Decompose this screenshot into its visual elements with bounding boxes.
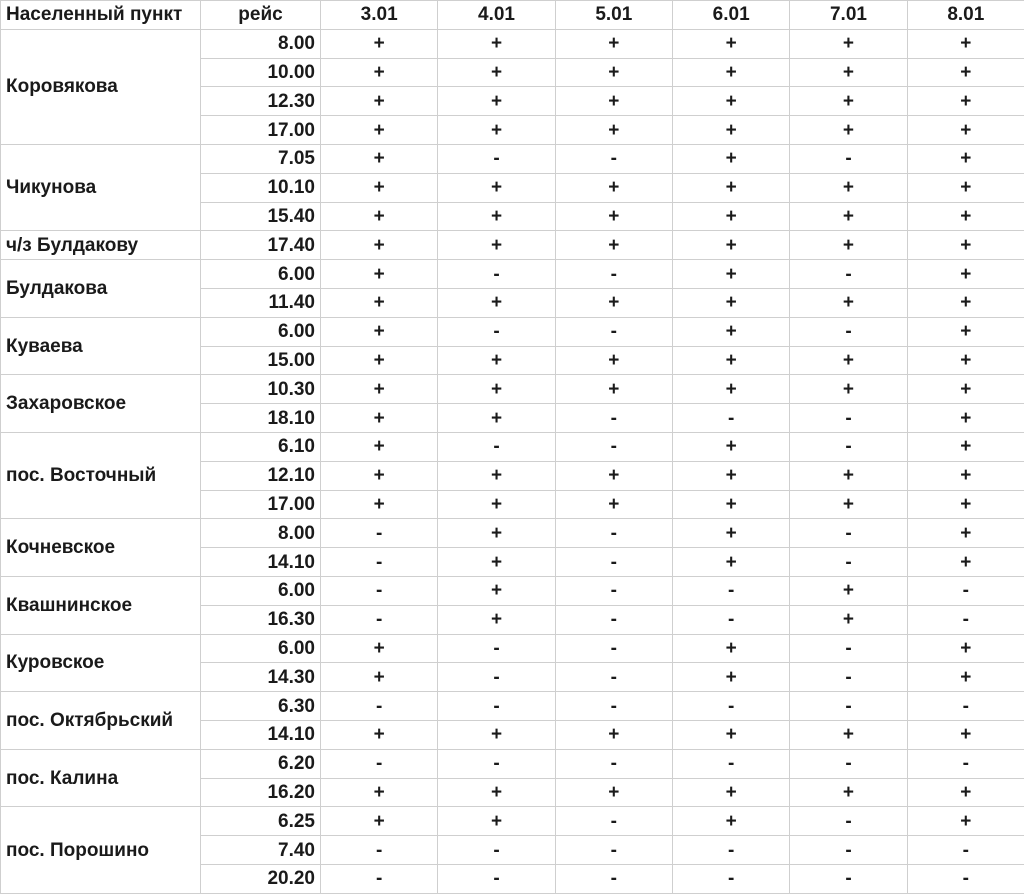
availability-cell: + <box>321 778 438 807</box>
availability-cell: - <box>672 404 789 433</box>
trip-time-cell: 6.10 <box>201 432 321 461</box>
table-row <box>1 576 1024 605</box>
availability-cell: + <box>672 260 789 289</box>
availability-cell: - <box>555 404 672 433</box>
availability-cell: - <box>790 836 907 865</box>
trip-time-cell: 12.30 <box>201 87 321 116</box>
table-row <box>1 231 1024 260</box>
availability-cell: + <box>790 346 907 375</box>
availability-cell: + <box>672 548 789 577</box>
availability-cell: + <box>790 29 907 58</box>
header-date: 5.01 <box>555 1 672 30</box>
trip-time-cell: 14.30 <box>201 663 321 692</box>
availability-cell: + <box>321 288 438 317</box>
availability-cell: + <box>672 346 789 375</box>
availability-cell: + <box>790 461 907 490</box>
availability-cell: + <box>438 807 555 836</box>
availability-cell: + <box>672 490 789 519</box>
header-date: 4.01 <box>438 1 555 30</box>
availability-cell: - <box>438 749 555 778</box>
table-row <box>1 432 1024 461</box>
availability-cell: - <box>907 605 1024 634</box>
location-cell: пос. Восточный <box>1 432 201 518</box>
availability-cell: + <box>790 605 907 634</box>
availability-cell: + <box>672 173 789 202</box>
trip-time-cell: 6.00 <box>201 634 321 663</box>
availability-cell: + <box>672 231 789 260</box>
availability-cell: + <box>321 720 438 749</box>
availability-cell: - <box>790 519 907 548</box>
availability-cell: + <box>438 202 555 231</box>
location-cell: Чикунова <box>1 144 201 230</box>
availability-cell: - <box>555 692 672 721</box>
availability-cell: - <box>672 836 789 865</box>
header-date: 3.01 <box>321 1 438 30</box>
header-row <box>1 1 1024 30</box>
availability-cell: - <box>790 634 907 663</box>
availability-cell: + <box>907 404 1024 433</box>
table-row <box>1 749 1024 778</box>
header-date: 8.01 <box>907 1 1024 30</box>
table-row <box>1 375 1024 404</box>
trip-time-cell: 14.10 <box>201 548 321 577</box>
availability-cell: + <box>438 58 555 87</box>
availability-cell: - <box>555 548 672 577</box>
availability-cell: - <box>438 144 555 173</box>
availability-cell: - <box>907 576 1024 605</box>
availability-cell: + <box>321 87 438 116</box>
header-location: Населенный пункт <box>1 1 201 30</box>
availability-cell: + <box>672 116 789 145</box>
availability-cell: - <box>555 432 672 461</box>
availability-cell: + <box>321 346 438 375</box>
table-row <box>1 807 1024 836</box>
availability-cell: + <box>672 144 789 173</box>
availability-cell: + <box>321 663 438 692</box>
availability-cell: - <box>790 548 907 577</box>
location-cell: ч/з Булдакову <box>1 231 201 260</box>
availability-cell: - <box>321 692 438 721</box>
availability-cell: - <box>438 663 555 692</box>
availability-cell: + <box>321 173 438 202</box>
availability-cell: - <box>438 836 555 865</box>
availability-cell: - <box>907 692 1024 721</box>
availability-cell: + <box>672 519 789 548</box>
availability-cell: + <box>321 432 438 461</box>
availability-cell: - <box>555 663 672 692</box>
availability-cell: + <box>672 432 789 461</box>
availability-cell: + <box>907 87 1024 116</box>
availability-cell: - <box>321 864 438 893</box>
availability-cell: + <box>438 87 555 116</box>
trip-time-cell: 6.00 <box>201 260 321 289</box>
availability-cell: + <box>907 519 1024 548</box>
trip-time-cell: 8.00 <box>201 29 321 58</box>
availability-cell: + <box>790 202 907 231</box>
availability-cell: + <box>672 317 789 346</box>
availability-cell: - <box>555 144 672 173</box>
trip-time-cell: 6.30 <box>201 692 321 721</box>
availability-cell: + <box>321 404 438 433</box>
availability-cell: + <box>555 173 672 202</box>
availability-cell: - <box>790 317 907 346</box>
trip-time-cell: 11.40 <box>201 288 321 317</box>
trip-time-cell: 10.00 <box>201 58 321 87</box>
trip-time-cell: 15.00 <box>201 346 321 375</box>
availability-cell: + <box>907 116 1024 145</box>
availability-cell: + <box>321 461 438 490</box>
availability-cell: + <box>907 807 1024 836</box>
availability-cell: + <box>672 375 789 404</box>
availability-cell: - <box>790 749 907 778</box>
availability-cell: + <box>321 634 438 663</box>
location-cell: Куровское <box>1 634 201 692</box>
availability-cell: + <box>555 116 672 145</box>
availability-cell: + <box>555 58 672 87</box>
availability-cell: - <box>321 605 438 634</box>
availability-cell: + <box>790 87 907 116</box>
availability-cell: + <box>321 116 438 145</box>
availability-cell: - <box>438 634 555 663</box>
availability-cell: - <box>555 836 672 865</box>
availability-cell: + <box>438 173 555 202</box>
availability-cell: - <box>790 432 907 461</box>
trip-time-cell: 17.40 <box>201 231 321 260</box>
location-cell: Квашнинское <box>1 576 201 634</box>
availability-cell: + <box>672 87 789 116</box>
trip-time-cell: 6.20 <box>201 749 321 778</box>
trip-time-cell: 6.25 <box>201 807 321 836</box>
availability-cell: + <box>438 519 555 548</box>
availability-cell: + <box>907 634 1024 663</box>
availability-cell: + <box>321 231 438 260</box>
location-cell: Кочневское <box>1 519 201 577</box>
availability-cell: + <box>438 29 555 58</box>
availability-cell: - <box>790 404 907 433</box>
trip-time-cell: 16.20 <box>201 778 321 807</box>
availability-cell: + <box>907 202 1024 231</box>
availability-cell: + <box>672 288 789 317</box>
availability-cell: + <box>790 173 907 202</box>
trip-time-cell: 6.00 <box>201 317 321 346</box>
availability-cell: + <box>907 317 1024 346</box>
availability-cell: + <box>555 288 672 317</box>
trip-time-cell: 16.30 <box>201 605 321 634</box>
availability-cell: - <box>321 836 438 865</box>
availability-cell: + <box>790 720 907 749</box>
availability-cell: + <box>555 346 672 375</box>
availability-cell: + <box>555 461 672 490</box>
availability-cell: + <box>907 778 1024 807</box>
availability-cell: - <box>790 807 907 836</box>
availability-cell: + <box>321 807 438 836</box>
availability-cell: + <box>790 58 907 87</box>
availability-cell: + <box>438 778 555 807</box>
availability-cell: - <box>438 260 555 289</box>
availability-cell: + <box>555 720 672 749</box>
availability-cell: - <box>438 864 555 893</box>
availability-cell: + <box>438 576 555 605</box>
availability-cell: + <box>438 461 555 490</box>
availability-cell: - <box>321 548 438 577</box>
trip-time-cell: 17.00 <box>201 116 321 145</box>
table-row <box>1 144 1024 173</box>
availability-cell: - <box>438 692 555 721</box>
location-cell: Куваева <box>1 317 201 375</box>
availability-cell: + <box>790 576 907 605</box>
availability-cell: - <box>555 576 672 605</box>
location-cell: Захаровское <box>1 375 201 433</box>
availability-cell: - <box>555 260 672 289</box>
availability-cell: - <box>672 605 789 634</box>
availability-cell: + <box>438 605 555 634</box>
availability-cell: + <box>907 461 1024 490</box>
location-cell: Булдакова <box>1 260 201 318</box>
availability-cell: - <box>790 663 907 692</box>
availability-cell: + <box>790 375 907 404</box>
availability-cell: - <box>438 432 555 461</box>
availability-cell: + <box>321 144 438 173</box>
header-trip: рейс <box>201 1 321 30</box>
availability-cell: + <box>321 202 438 231</box>
availability-cell: + <box>907 720 1024 749</box>
schedule-body <box>1 29 1024 893</box>
availability-cell: - <box>790 260 907 289</box>
availability-cell: - <box>555 317 672 346</box>
availability-cell: + <box>555 778 672 807</box>
availability-cell: + <box>907 375 1024 404</box>
availability-cell: + <box>907 346 1024 375</box>
availability-cell: - <box>555 605 672 634</box>
trip-time-cell: 6.00 <box>201 576 321 605</box>
availability-cell: + <box>438 346 555 375</box>
trip-time-cell: 7.40 <box>201 836 321 865</box>
availability-cell: - <box>907 864 1024 893</box>
availability-cell: + <box>790 490 907 519</box>
availability-cell: + <box>907 548 1024 577</box>
availability-cell: - <box>672 864 789 893</box>
table-row <box>1 29 1024 58</box>
availability-cell: - <box>907 836 1024 865</box>
table-row <box>1 519 1024 548</box>
availability-cell: + <box>672 720 789 749</box>
availability-cell: + <box>907 144 1024 173</box>
availability-cell: + <box>321 375 438 404</box>
availability-cell: + <box>907 663 1024 692</box>
availability-cell: + <box>321 29 438 58</box>
availability-cell: + <box>438 404 555 433</box>
availability-cell: - <box>321 519 438 548</box>
availability-cell: + <box>438 116 555 145</box>
availability-cell: - <box>438 317 555 346</box>
availability-cell: - <box>555 519 672 548</box>
trip-time-cell: 14.10 <box>201 720 321 749</box>
availability-cell: - <box>790 692 907 721</box>
availability-cell: + <box>672 663 789 692</box>
trip-time-cell: 15.40 <box>201 202 321 231</box>
availability-cell: - <box>555 749 672 778</box>
availability-cell: + <box>555 375 672 404</box>
availability-cell: - <box>555 807 672 836</box>
availability-cell: + <box>321 58 438 87</box>
availability-cell: + <box>438 548 555 577</box>
availability-cell: + <box>438 490 555 519</box>
availability-cell: + <box>790 116 907 145</box>
availability-cell: + <box>907 288 1024 317</box>
availability-cell: - <box>790 144 907 173</box>
availability-cell: + <box>672 461 789 490</box>
availability-cell: - <box>555 634 672 663</box>
table-row <box>1 260 1024 289</box>
trip-time-cell: 20.20 <box>201 864 321 893</box>
table-row <box>1 634 1024 663</box>
trip-time-cell: 10.30 <box>201 375 321 404</box>
availability-cell: + <box>907 29 1024 58</box>
availability-cell: + <box>555 29 672 58</box>
availability-cell: + <box>438 375 555 404</box>
availability-cell: - <box>321 749 438 778</box>
trip-time-cell: 10.10 <box>201 173 321 202</box>
availability-cell: + <box>555 231 672 260</box>
availability-cell: - <box>790 864 907 893</box>
availability-cell: + <box>555 87 672 116</box>
availability-cell: + <box>321 317 438 346</box>
trip-time-cell: 17.00 <box>201 490 321 519</box>
trip-time-cell: 8.00 <box>201 519 321 548</box>
location-cell: пос. Порошино <box>1 807 201 893</box>
availability-cell: - <box>555 864 672 893</box>
location-cell: пос. Калина <box>1 749 201 807</box>
availability-cell: + <box>672 807 789 836</box>
availability-cell: + <box>555 490 672 519</box>
availability-cell: + <box>907 490 1024 519</box>
location-cell: пос. Октябрьский <box>1 692 201 750</box>
table-row <box>1 692 1024 721</box>
availability-cell: + <box>790 778 907 807</box>
availability-cell: + <box>438 231 555 260</box>
availability-cell: + <box>790 231 907 260</box>
availability-cell: + <box>672 634 789 663</box>
header-date: 6.01 <box>672 1 789 30</box>
availability-cell: + <box>907 432 1024 461</box>
trip-time-cell: 7.05 <box>201 144 321 173</box>
trip-time-cell: 18.10 <box>201 404 321 433</box>
availability-cell: + <box>672 778 789 807</box>
availability-cell: - <box>672 692 789 721</box>
availability-cell: + <box>555 202 672 231</box>
availability-cell: + <box>672 58 789 87</box>
table-row <box>1 317 1024 346</box>
availability-cell: + <box>321 490 438 519</box>
trip-time-cell: 12.10 <box>201 461 321 490</box>
availability-cell: + <box>321 260 438 289</box>
availability-cell: + <box>907 173 1024 202</box>
availability-cell: + <box>672 202 789 231</box>
availability-cell: + <box>907 58 1024 87</box>
availability-cell: + <box>672 29 789 58</box>
availability-cell: + <box>907 231 1024 260</box>
availability-cell: + <box>790 288 907 317</box>
location-cell: Коровякова <box>1 29 201 144</box>
header-date: 7.01 <box>790 1 907 30</box>
availability-cell: - <box>321 576 438 605</box>
availability-cell: + <box>907 260 1024 289</box>
availability-cell: - <box>907 749 1024 778</box>
availability-cell: + <box>438 288 555 317</box>
availability-cell: - <box>672 576 789 605</box>
availability-cell: - <box>672 749 789 778</box>
availability-cell: + <box>438 720 555 749</box>
